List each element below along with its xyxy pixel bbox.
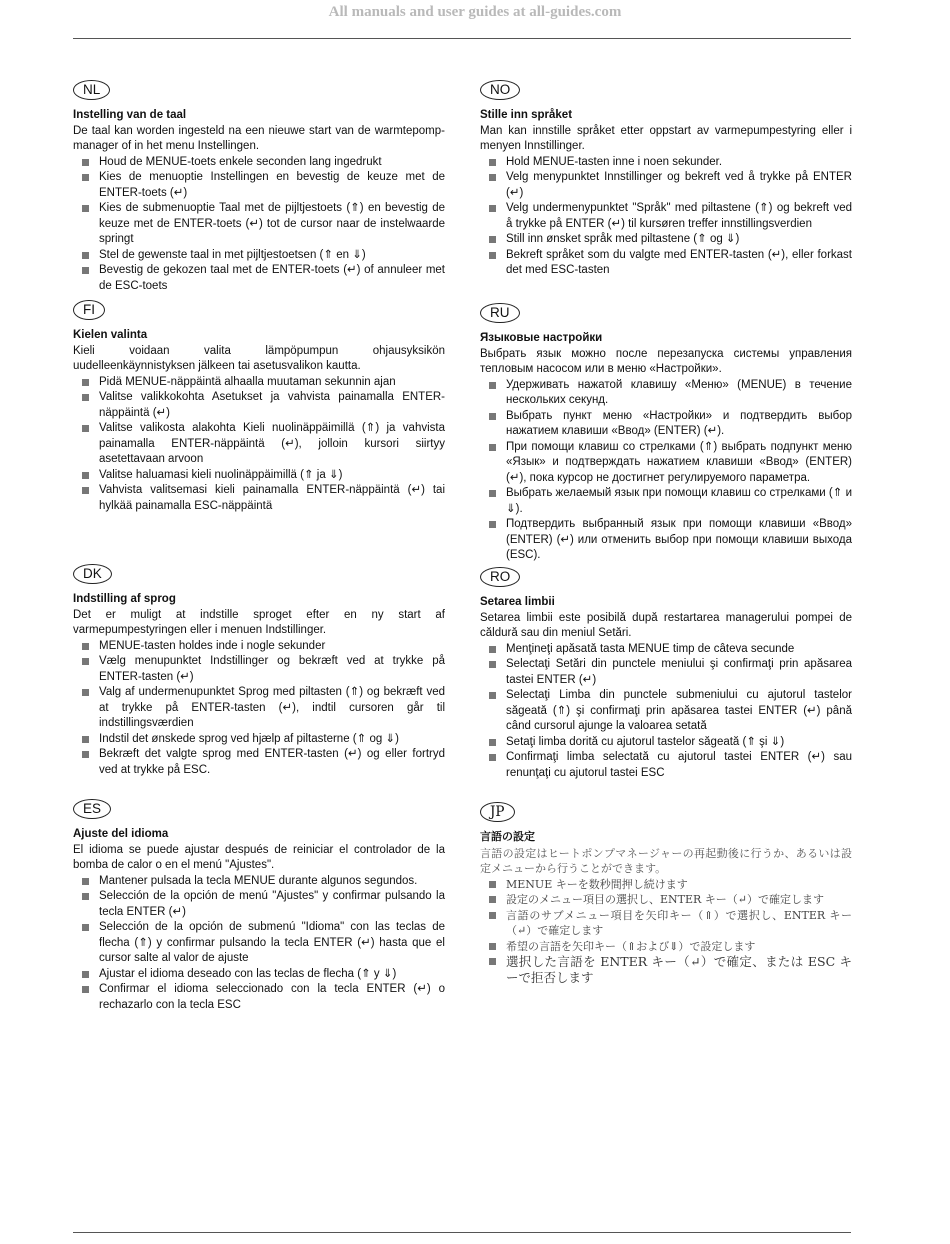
steps-list-jp — [480, 877, 852, 986]
step-item: Bekreft språket som du valgte med ENTER-tasten (↵), eller forkast det med ESC-tasten — [480, 248, 852, 279]
step-item: 選択した言語を ENTER キー（↵）で確定、または ESC キーで拒否します — [480, 954, 852, 985]
steps-list-ro — [480, 642, 852, 782]
language-badge-ro: RO — [480, 567, 520, 587]
step-item: Valitse haluamasi kieli nuolinäppäimillä (⇑ ja ⇓) — [73, 468, 445, 484]
step-item: Kies de menuoptie Instellingen en bevestig de keuze met de ENTER-toets (↵) — [73, 170, 445, 201]
section-nl — [73, 80, 445, 294]
section-intro-dk: Det er muligt at indstille sproget efter en ny start af varmepumpestyringen eller i menuen Indstillinger. — [73, 608, 445, 636]
section-title-nl: Instelling van de taal — [73, 109, 187, 121]
step-item: Velg menypunktet Innstillinger og bekreft ved å trykke på ENTER (↵) — [480, 170, 852, 201]
step-item: При помощи клавиш со стрелками (⇑) выбрать подпункт меню «Язык» и подтверждать нажатием клавиши «Ввод» (ENTER) (↵), пока курсор не достигнет регулируемого параметра. — [480, 440, 852, 487]
step-item: MENUE キーを数秒間押し続けます — [480, 877, 852, 893]
language-badge-es: ES — [73, 799, 111, 819]
header-rule — [73, 38, 851, 39]
step-item: 設定のメニュー項目の選択し、ENTER キー（↵）で確定します — [480, 892, 852, 908]
language-badge-jp: JP — [480, 802, 515, 822]
steps-list-dk — [73, 639, 445, 779]
section-intro-ro: Setarea limbii este posibilă după restartarea managerului pompei de căldură sau din meniul Setări. — [480, 611, 852, 639]
step-item: 希望の言語を矢印キー（⇑および⇓）で設定します — [480, 939, 852, 955]
watermark: All manuals and user guides at all-guides.com — [328, 4, 622, 20]
section-title-fi: Kielen valinta — [73, 329, 148, 341]
step-item: Pidä MENUE-näppäintä alhaalla muutaman sekunnin ajan — [73, 375, 445, 391]
step-item: Подтвердить выбранный язык при помощи клавиши «Ввод» (ENTER) (↵) или отменить выбор при помощи клавиши выхода (ESC). — [480, 517, 852, 564]
steps-list-ru — [480, 378, 852, 564]
step-item: Selección de la opción de submenú "Idioma" con las teclas de flecha (⇑) y confirmar pulsando la tecla ENTER (↵) hasta que el cursor salte al valor de ajuste — [73, 920, 445, 967]
language-badge-no: NO — [480, 80, 520, 100]
step-item: Kies de submenuoptie Taal met de pijltjestoets (⇑) en bevestig de keuze met de ENTER-toets (↵) tot de cursor naar de instelwaarde springt — [73, 201, 445, 248]
step-item: Bevestig de gekozen taal met de ENTER-toets (↵) of annuleer met de ESC-toets — [73, 263, 445, 294]
section-intro-no: Man kan innstille språket etter oppstart av varmepumpestyring eller i menyen Innstillinger. — [480, 124, 852, 152]
language-badge-dk: DK — [73, 564, 112, 584]
step-item: Confirmaţi limba selectată cu ajutorul tastei ENTER (↵) sau renunţaţi cu ajutorul tastei ESC — [480, 750, 852, 781]
section-title-dk: Indstilling af sprog — [73, 593, 176, 605]
section-intro-ru: Выбрать язык можно после перезапуска системы управления тепловым насосом или в меню «Настройки». — [480, 347, 852, 375]
steps-list-no — [480, 155, 852, 279]
step-item: Setaţi limba dorită cu ajutorul tastelor săgeată (⇑ şi ⇓) — [480, 735, 852, 751]
step-item: Velg undermenypunktet "Språk" med piltastene (⇑) og bekreft ved å trykke på ENTER (↵) til kursøren treffer innstillingsverdien — [480, 201, 852, 232]
language-badge-nl: NL — [73, 80, 110, 100]
step-item: 言語のサブメニュー項目を矢印キー（⇑）で選択し、ENTER キー（↵）で確定します — [480, 908, 852, 939]
section-title-ro: Setarea limbii — [480, 596, 555, 608]
section-intro-es: El idioma se puede ajustar después de reiniciar el controlador de la bomba de calor o en el menú "Ajustes". — [73, 843, 445, 871]
section-title-no: Stille inn språket — [480, 109, 573, 121]
step-item: Stel de gewenste taal in met pijltjestoetsen (⇑ en ⇓) — [73, 248, 445, 264]
step-item: Selección de la opción de menú "Ajustes" y confirmar pulsando la tecla ENTER (↵) — [73, 889, 445, 920]
step-item: Selectaţi Limba din punctele submeniului cu ajutorul tastelor săgeată (⇑) şi confirmaţi prin apăsarea tastei ENTER (↵) până când cursorul ajunge la valoarea setată — [480, 688, 852, 735]
language-badge-ru: RU — [480, 303, 520, 323]
step-item: Indstil det ønskede sprog ved hjælp af piltasterne (⇑ og ⇓) — [73, 732, 445, 748]
section-ro — [480, 567, 852, 781]
step-item: Still inn ønsket språk med piltastene (⇑ og ⇓) — [480, 232, 852, 248]
section-intro-nl: De taal kan worden ingesteld na een nieuwe start van de warmtepomp-manager of in het menu Instellingen. — [73, 124, 445, 152]
section-intro-fi: Kieli voidaan valita lämpöpumpun ohjausyksikön uudelleenkäynnistyksen jälkeen tai asetusvalikon kautta. — [73, 344, 445, 372]
step-item: Mantener pulsada la tecla MENUE durante algunos segundos. — [73, 874, 445, 890]
step-item: Valitse valikkokohta Asetukset ja vahvista painamalla ENTER-näppäintä (↵) — [73, 390, 445, 421]
section-title-es: Ajuste del idioma — [73, 828, 169, 840]
step-item: Удерживать нажатой клавишу «Меню» (MENUE) в течение нескольких секунд. — [480, 378, 852, 409]
language-badge-fi: FI — [73, 300, 105, 320]
step-item: Выбрать желаемый язык при помощи клавиш со стрелками (⇑ и ⇓). — [480, 486, 852, 517]
steps-list-fi — [73, 375, 445, 515]
step-item: Menţineţi apăsată tasta MENUE timp de câteva secunde — [480, 642, 852, 658]
section-fi — [73, 300, 445, 514]
step-item: Vælg menupunktet Indstillinger og bekræft ved at trykke på ENTER-tasten (↵) — [73, 654, 445, 685]
footer-rule — [73, 1232, 851, 1233]
steps-list-nl — [73, 155, 445, 295]
step-item: Выбрать пункт меню «Настройки» и подтвердить выбор нажатием клавиши «Ввод» (ENTER) (↵). — [480, 409, 852, 440]
step-item: Bekræft det valgte sprog med ENTER-tasten (↵) og eller fortryd ved at trykke på ESC. — [73, 747, 445, 778]
step-item: Confirmar el idioma seleccionado con la tecla ENTER (↵) o rechazarlo con la tecla ESC — [73, 982, 445, 1013]
step-item: Hold MENUE-tasten inne i noen sekunder. — [480, 155, 852, 171]
section-intro-jp: 言語の設定はヒートポンプマネージャーの再起動後に行うか、あるいは設定メニューから行うことができます。 — [480, 846, 852, 875]
section-no — [480, 80, 852, 279]
section-jp — [480, 802, 852, 985]
section-es — [73, 799, 445, 1013]
step-item: Valitse valikosta alakohta Kieli nuolinäppäimillä (⇑) ja vahvista painamalla ENTER-näppäintä (↵), jolloin kursori siirtyy asetettavaan arvoon — [73, 421, 445, 468]
section-dk — [73, 564, 445, 778]
step-item: Houd de MENUE-toets enkele seconden lang ingedrukt — [73, 155, 445, 171]
section-title-ru: Языковые настройки — [480, 332, 603, 344]
steps-list-es — [73, 874, 445, 1014]
section-title-jp: 言語の設定 — [480, 831, 535, 843]
step-item: Selectaţi Setări din punctele meniului şi confirmaţi prin apăsarea tastei ENTER (↵) — [480, 657, 852, 688]
step-item: Vahvista valitsemasi kieli painamalla ENTER-näppäintä (↵) tai hylkää painamalla ESC-näppäintä — [73, 483, 445, 514]
step-item: Ajustar el idioma deseado con las teclas de flecha (⇑ y ⇓) — [73, 967, 445, 983]
step-item: Valg af undermenupunktet Sprog med piltasten (⇑) og bekræft ved at trykke på ENTER-tasten (↵), indtil cursoren går til indstillingsværdien — [73, 685, 445, 732]
step-item: MENUE-tasten holdes inde i nogle sekunder — [73, 639, 445, 655]
section-ru — [480, 303, 852, 564]
